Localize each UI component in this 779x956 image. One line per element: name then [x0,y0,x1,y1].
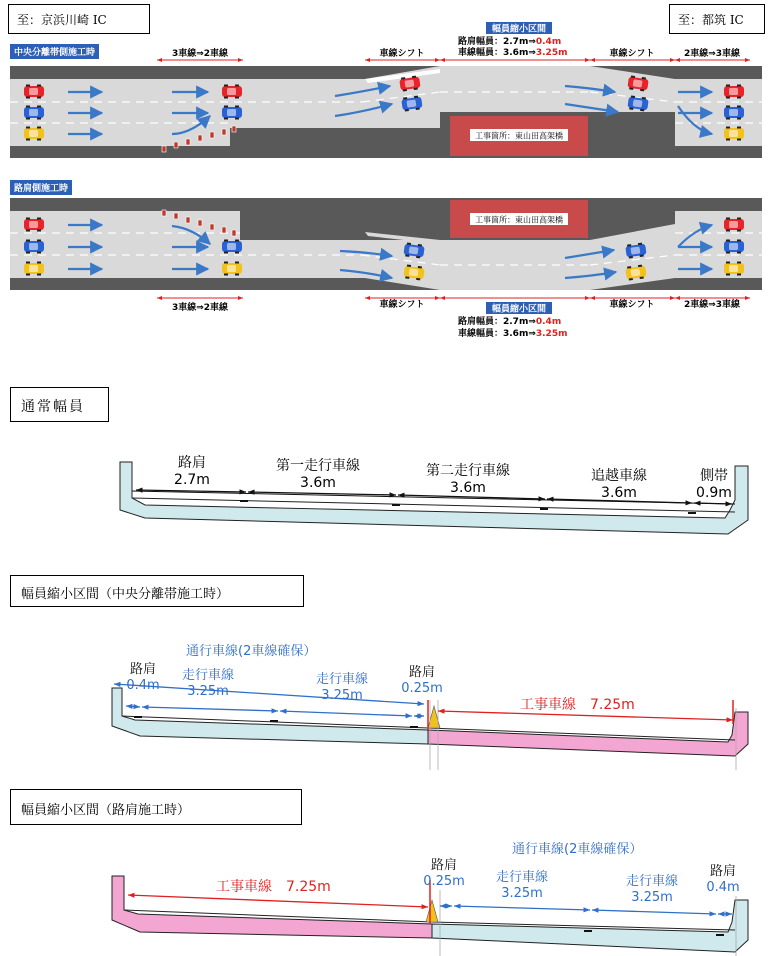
normal-title-box: 通常幅員 [10,387,109,422]
plan-shoulder-section [10,198,762,290]
shoulder-through-label: 通行車線(2車線確保） [512,842,643,857]
car-blue [724,106,744,120]
median-label-lane2: 走行車線 3.25m [315,672,368,703]
direction-right-box: 至：都筑 IC [669,4,765,34]
car-red [222,85,242,99]
normal-label-lane1: 第一走行車線 3.6m [276,458,360,491]
median-construction-tag: 中央分離帯側施工時 [10,44,99,59]
shoulder-work-label: 工事車線 7.25m [216,879,331,895]
lanes-3to2-label: 3車線⇒2車線 [171,49,229,59]
plan-median-annotations [157,22,750,60]
shoulder-label-shoulder-r: 路肩 0.4m [706,864,740,895]
car-red [24,85,44,99]
car-blue [724,240,744,254]
cone-icon [426,900,438,922]
car-blue [24,106,44,120]
plan-median-section [10,66,762,158]
narrow-section-title: 幅員縮小区間 [491,304,547,315]
car-blue [222,106,242,120]
shoulder-label-shoulder-l: 路肩 0.25m [423,858,465,889]
normal-label-passing: 追越車線 3.6m [591,468,647,501]
car-yellow [222,262,242,276]
shoulder-label-lane2: 走行車線 3.25m [625,874,678,905]
lane-shift-label: 車線シフト [609,300,655,310]
median-work-label: 工事車線 7.25m [520,697,635,713]
narrow-section-title: 幅員縮小区間 [491,24,547,35]
car-red [24,218,44,232]
median-title-box: 幅員縮小区間（中央分離帯施工時） [10,575,304,607]
plan-shoulder-annotations [157,298,750,339]
lanes-2to3-label: 2車線⇒3車線 [683,300,741,310]
car-red [724,85,744,99]
normal-label-lane2: 第二走行車線 3.6m [426,463,510,496]
lane-width-text: 車線幅員：3.6m⇒3.25m [458,329,568,339]
car-yellow [24,127,44,141]
shoulder-label-lane1: 走行車線 3.25m [495,870,548,901]
median-label-shoulder-r: 路肩 0.25m [401,665,443,696]
lanes-2to3-label: 2車線⇒3車線 [683,49,741,59]
shoulder-construction-tag: 路肩側施工時 [10,180,72,195]
median-through-label: 通行車線(2車線確保） [186,644,317,659]
lane-width-text: 車線幅員：3.6m⇒3.25m [458,48,568,58]
car-yellow [724,262,744,276]
car-yellow [724,127,744,141]
shoulder-width-text: 路肩幅員：2.7m⇒0.4m [458,37,562,47]
car-blue [24,240,44,254]
shoulder-width-text: 路肩幅員：2.7m⇒0.4m [458,317,562,327]
lane-shift-label: 車線シフト [379,49,425,59]
lanes-3to2-label: 3車線⇒2車線 [171,303,229,313]
car-blue [222,240,242,254]
car-yellow [24,262,44,276]
lane-shift-label: 車線シフト [609,49,655,59]
shoulder-through-dimension [440,906,732,914]
direction-left-box: 至：京浜川崎 IC [8,4,150,34]
shoulder-work-dimension [128,895,428,907]
lane-shift-label: 車線シフト [379,300,425,310]
normal-label-side: 側帯 0.9m [696,468,732,501]
work-site-label: 工事箇所：東山田高架橋 [475,215,563,225]
car-red [724,218,744,232]
shoulder-title-box: 幅員縮小区間（路肩施工時） [10,789,302,825]
normal-label-shoulder: 路肩 2.7m [174,455,210,488]
median-label-lane1: 走行車線 3.25m [181,668,234,699]
median-label-shoulder-l: 路肩 0.4m [126,662,160,693]
work-site-label: 工事箇所：東山田高架橋 [475,131,563,141]
